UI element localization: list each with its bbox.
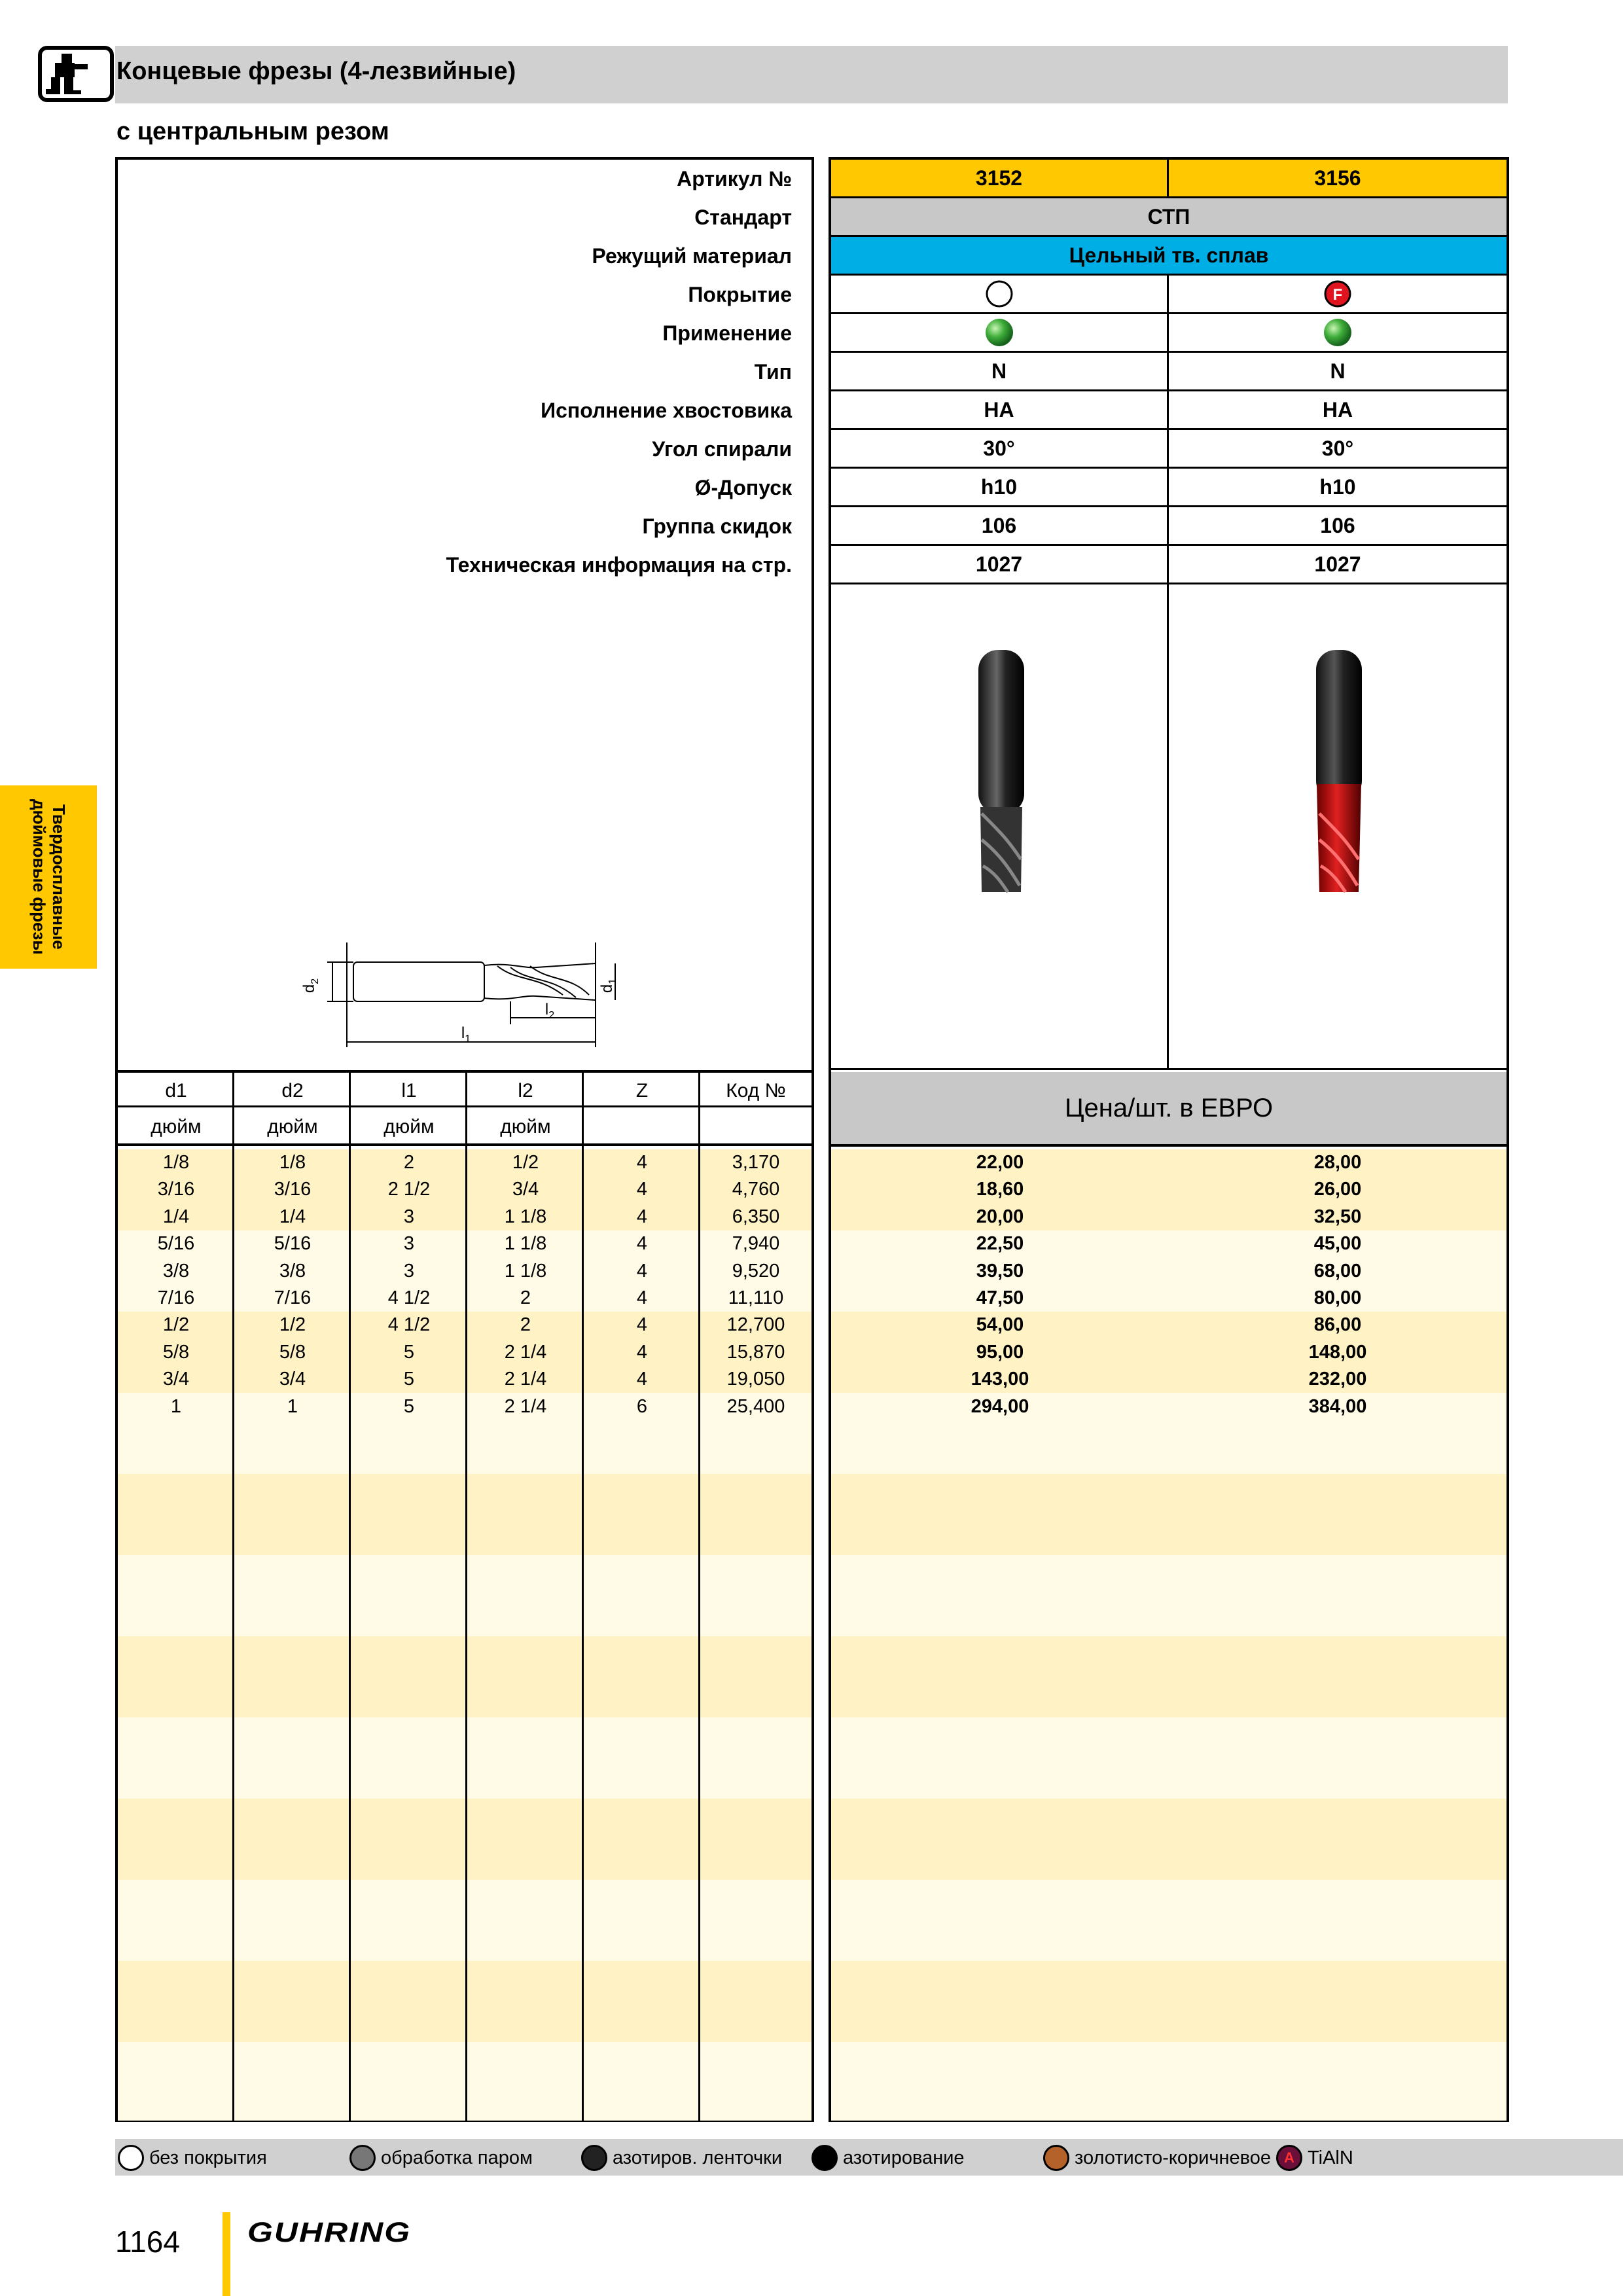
row-discount — [831, 507, 1507, 546]
legend-item — [118, 2142, 267, 2174]
price-cell: 232,00 — [1308, 1369, 1367, 1390]
brand-wordmark: GUHRING — [247, 2216, 412, 2248]
col-l2-unit: дюйм — [500, 1115, 551, 1138]
table-cell: 1/4 — [279, 1206, 306, 1227]
table-cell: 25,400 — [726, 1395, 785, 1417]
coating-swatch-icon — [812, 2145, 838, 2171]
stripe-band — [118, 1636, 812, 1717]
table-cell: 3/16 — [157, 1179, 195, 1200]
tolerance-value: h10 — [831, 469, 1169, 505]
table-cell: 2 — [403, 1152, 415, 1173]
table-cell: 15,870 — [726, 1341, 785, 1363]
table-cell: 1/8 — [162, 1152, 190, 1173]
mill-3156-image — [1300, 643, 1378, 905]
dim-d2-label: d — [300, 984, 318, 994]
price-cell: 86,00 — [1313, 1314, 1362, 1336]
legend-label: TiAlN — [1308, 2147, 1353, 2168]
stripe-band — [831, 2042, 1507, 2121]
table-cell: 1/4 — [162, 1206, 190, 1227]
spec-label-material: Режущий материал — [592, 244, 792, 268]
stripe-band — [831, 1555, 1507, 1636]
stripe-band — [118, 2042, 812, 2121]
row-tech-page — [831, 546, 1507, 584]
row-coating — [831, 276, 1507, 314]
helix-value: 30° — [831, 430, 1169, 467]
table-cell: 3 — [403, 1206, 415, 1227]
table-cell: 7/16 — [157, 1287, 195, 1308]
no-coating-icon — [985, 279, 1014, 308]
price-cell: 143,00 — [971, 1369, 1029, 1390]
side-tab-label: Твердосплавные дюймовые фрезы — [29, 799, 69, 955]
stripe-band — [831, 1474, 1507, 1555]
product-images — [831, 584, 1507, 1070]
table-cell: 3/16 — [274, 1179, 312, 1200]
table-cell: 3 — [403, 1233, 415, 1255]
stripe-band — [118, 1961, 812, 2042]
col-d2-unit: дюйм — [267, 1115, 318, 1138]
coating-swatch-icon — [349, 2145, 376, 2171]
svg-text:l1: $l_1$ — [461, 1024, 471, 1045]
table-cell: 7/16 — [274, 1287, 312, 1308]
col-d2-header: d2 — [281, 1079, 304, 1102]
price-cell: 95,00 — [976, 1341, 1024, 1363]
table-cell: 4 — [636, 1152, 648, 1173]
price-cell: 26,00 — [1313, 1179, 1362, 1200]
row-type — [831, 353, 1507, 391]
table-cell: 3/8 — [279, 1260, 306, 1282]
table-cell: 3/4 — [162, 1369, 190, 1390]
table-cell: 5/16 — [274, 1233, 312, 1255]
table-cell: 11,110 — [728, 1287, 784, 1308]
coating-f-icon — [1323, 279, 1352, 308]
table-cell: 3/4 — [512, 1179, 539, 1200]
row-standard — [831, 198, 1507, 237]
running-man-logo-icon — [42, 50, 110, 98]
table-cell: 1 — [170, 1395, 182, 1417]
article-3152: 3152 — [831, 160, 1169, 196]
page-subtitle: с центральным резом — [116, 118, 389, 145]
dim-d1-label: d — [598, 984, 616, 994]
svg-text:d2: $d_2$ — [300, 978, 321, 994]
helix-value: 30° — [1321, 436, 1354, 460]
spec-label-article: Артикул № — [677, 167, 792, 190]
price-cell: 45,00 — [1313, 1233, 1362, 1255]
table-cell: 1 — [287, 1395, 298, 1417]
table-cell: 3/4 — [279, 1369, 306, 1390]
table-cell: 4 1/2 — [387, 1314, 431, 1336]
table-cell: 3,170 — [732, 1152, 780, 1173]
col-code-header: Код № — [726, 1079, 786, 1102]
standard-value: СТП — [1147, 204, 1190, 228]
table-cell: 1/2 — [162, 1314, 190, 1336]
svg-text:d1: $d_1$ — [598, 978, 618, 994]
row-shank — [831, 391, 1507, 430]
legend-label: без покрытия — [149, 2147, 267, 2168]
row-tolerance — [831, 469, 1507, 507]
table-cell: 12,700 — [726, 1314, 785, 1336]
table-cell: 6,350 — [732, 1206, 780, 1227]
type-value: N — [831, 353, 1169, 389]
table-cell: 1/2 — [512, 1152, 539, 1173]
legend-item — [349, 2142, 533, 2174]
table-cell: 4 1/2 — [387, 1287, 431, 1308]
spec-label-application: Применение — [662, 321, 792, 345]
row-material — [831, 237, 1507, 276]
spec-label-helix: Угол спирали — [652, 437, 792, 461]
table-cell: 1 1/8 — [504, 1260, 547, 1282]
price-cell: 148,00 — [1308, 1341, 1367, 1363]
table-cell: 4 — [636, 1369, 648, 1390]
table-cell: 5 — [403, 1341, 415, 1363]
spec-label-coating: Покрытие — [688, 283, 792, 306]
coating-swatch-icon: A — [1276, 2145, 1302, 2171]
shank-value: HA — [831, 391, 1169, 428]
table-cell: 4 — [636, 1314, 648, 1336]
shank-value: HA — [1322, 397, 1353, 422]
row-article — [831, 160, 1507, 198]
tolerance-value: h10 — [1319, 475, 1356, 499]
coating-swatch-icon — [118, 2145, 144, 2171]
table-cell: 19,050 — [726, 1369, 785, 1390]
col-z-header: Z — [635, 1079, 649, 1102]
table-cell: 4 — [636, 1206, 648, 1227]
price-cell: 54,00 — [976, 1314, 1024, 1336]
coating-swatch-icon — [581, 2145, 607, 2171]
table-cell: 5/16 — [157, 1233, 195, 1255]
price-cell: 32,50 — [1313, 1206, 1362, 1227]
price-cell: 80,00 — [1313, 1287, 1362, 1308]
article-3156: 3156 — [1314, 166, 1361, 190]
legend-label: азотиров. ленточки — [613, 2147, 783, 2168]
svg-text:l2: $l_2$ — [544, 1001, 555, 1021]
legend-item — [1276, 2142, 1353, 2174]
price-cell: 68,00 — [1313, 1260, 1362, 1282]
spec-label-discount: Группа скидок — [642, 514, 792, 538]
page-title: Концевые фрезы (4-лезвийные) — [116, 58, 516, 85]
dim-l2-label: l — [544, 1001, 549, 1018]
price-cell: 294,00 — [971, 1395, 1029, 1417]
stripe-band — [118, 1474, 812, 1555]
page-number: 1164 — [115, 2225, 180, 2259]
mill-3152-image — [962, 643, 1041, 905]
row-application — [831, 314, 1507, 353]
dim-l1-label: l — [461, 1024, 465, 1042]
table-cell: 2 1/4 — [504, 1395, 547, 1417]
footer-accent — [223, 2212, 230, 2296]
stripe-band — [118, 1880, 812, 1961]
legend-item — [812, 2142, 965, 2174]
table-cell: 4 — [636, 1260, 648, 1282]
spec-label-tech-page: Техническая информация на стр. — [446, 553, 792, 577]
coating-swatch-icon — [1043, 2145, 1069, 2171]
table-cell: 1 1/8 — [504, 1206, 547, 1227]
col-l1-unit: дюйм — [383, 1115, 435, 1138]
table-cell: 1/8 — [279, 1152, 306, 1173]
stripe-band — [118, 1799, 812, 1880]
stripe-band — [831, 1636, 1507, 1717]
price-cell: 39,50 — [976, 1260, 1024, 1282]
discount-value: 106 — [831, 507, 1169, 544]
table-cell: 5/8 — [162, 1341, 190, 1363]
price-cell: 20,00 — [976, 1206, 1024, 1227]
svg-text:F: F — [1332, 286, 1343, 304]
table-cell: 4,760 — [732, 1179, 780, 1200]
legend-item — [1043, 2142, 1271, 2174]
table-cell: 3 — [403, 1260, 415, 1282]
table-cell: 2 — [520, 1287, 531, 1308]
table-cell: 1 1/8 — [504, 1233, 547, 1255]
col-d1-header: d1 — [165, 1079, 187, 1102]
col-l2-header: l2 — [518, 1079, 533, 1102]
brand-logo — [38, 46, 114, 102]
green-ball-icon — [1322, 317, 1353, 348]
stripe-band — [831, 1880, 1507, 1961]
spec-label-standard: Стандарт — [694, 206, 792, 229]
stripe-band — [831, 1717, 1507, 1799]
legend-item — [581, 2142, 782, 2174]
table-cell: 4 — [636, 1287, 648, 1308]
table-cell: 9,520 — [732, 1260, 780, 1282]
table-cell: 5 — [403, 1395, 415, 1417]
price-header: Цена/шт. в ЕВРО — [831, 1072, 1507, 1147]
price-cell: 22,50 — [976, 1233, 1024, 1255]
table-cell: 5/8 — [279, 1341, 306, 1363]
end-mill-drawing — [288, 929, 628, 1060]
spec-label-shank: Исполнение хвостовика — [541, 399, 792, 422]
table-cell: 2 1/4 — [504, 1369, 547, 1390]
tech-page-value: 1027 — [831, 546, 1169, 583]
table-cell: 4 — [636, 1341, 648, 1363]
table-cell: 5 — [403, 1369, 415, 1390]
type-value: N — [1330, 359, 1346, 383]
green-ball-icon — [984, 317, 1015, 348]
price-cell: 22,00 — [976, 1152, 1024, 1173]
price-cell: 28,00 — [1313, 1152, 1362, 1173]
col-d1-unit: дюйм — [151, 1115, 202, 1138]
legend-label: золотисто-коричневое — [1075, 2147, 1271, 2168]
stripe-band — [118, 1555, 812, 1636]
price-cell: 47,50 — [976, 1287, 1024, 1308]
legend-label: обработка паром — [381, 2147, 533, 2168]
table-cell: 3/8 — [162, 1260, 190, 1282]
table-cell: 6 — [636, 1395, 648, 1417]
table-cell: 7,940 — [732, 1233, 780, 1255]
price-cell: 384,00 — [1308, 1395, 1367, 1417]
table-cell: 2 1/2 — [387, 1179, 431, 1200]
spec-label-type: Тип — [754, 360, 792, 384]
stripe-band — [831, 1961, 1507, 2042]
material-value: Цельный тв. сплав — [1069, 243, 1269, 267]
table-cell: 4 — [636, 1233, 648, 1255]
table-cell: 1/2 — [279, 1314, 306, 1336]
tech-page-value: 1027 — [1314, 552, 1361, 576]
price-cell: 18,60 — [976, 1179, 1024, 1200]
table-cell: 2 — [520, 1314, 531, 1336]
discount-value: 106 — [1320, 513, 1355, 537]
stripe-band — [831, 1799, 1507, 1880]
spec-label-tolerance: Ø-Допуск — [694, 476, 792, 499]
table-cell: 4 — [636, 1179, 648, 1200]
legend-label: азотирование — [843, 2147, 965, 2168]
table-cell: 2 1/4 — [504, 1341, 547, 1363]
col-l1-header: l1 — [401, 1079, 417, 1102]
row-helix — [831, 430, 1507, 469]
stripe-band — [118, 1717, 812, 1799]
